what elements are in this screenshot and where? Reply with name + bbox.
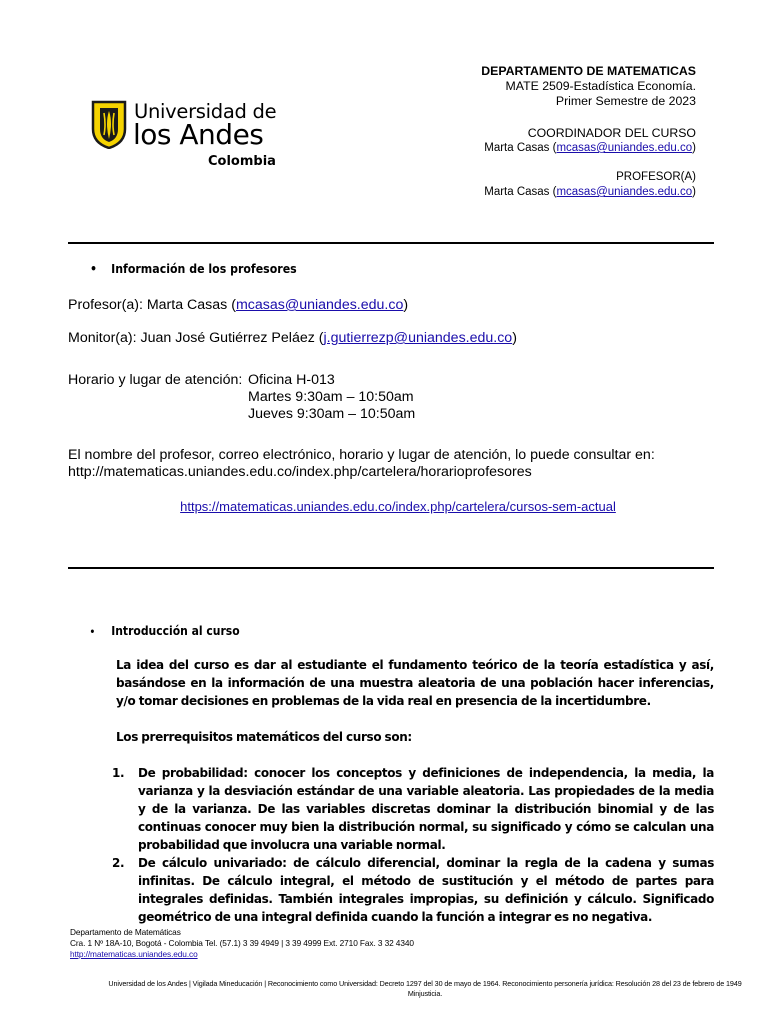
courses-link-row (68, 498, 728, 515)
professor-email-link[interactable]: mcasas@uniandes.edu.co (235, 297, 404, 313)
coordinator-email-link[interactable]: mcasas@uniandes.edu.co (556, 142, 693, 154)
list-item (68, 854, 714, 926)
coordinator-contact (481, 141, 696, 156)
bullet-icon: • (90, 261, 98, 276)
section-title-intro (68, 622, 649, 640)
logo-text-colombia: Colombia (208, 154, 276, 169)
footer-legal: Universidad de los Andes | Vigilada Mineducación | Reconocimiento como Universidad: Decreto 1297 del 30 de mayo de 1964. Reconocimiento personería jurídica: Resolución 28 del 23 de febrero de 1949 Minjusticia. (108, 979, 742, 998)
prereq-title: Los prerrequisitos matemáticos del curso son: (116, 730, 412, 744)
courses-current-semester-link[interactable]: https://matematicas.uniandes.edu.co/index.php/cartelera/cursos-sem-actual (180, 499, 616, 514)
university-logo (91, 99, 277, 174)
professor-label: PROFESOR(A) (616, 171, 696, 183)
prereq-list (68, 764, 714, 926)
professor-name: Marta Casas ( (484, 186, 557, 198)
close-paren: ) (692, 142, 696, 154)
section-course-intro (68, 622, 714, 926)
footer-contact: Cra. 1 Nº 18A-10, Bogotá - Colombia Tel. (57.1) 3 39 4949 | 3 39 4999 Ext. 2710 Fax. 3 32 4340 (70, 938, 414, 948)
office-hours-values (248, 372, 415, 423)
logo-text-los-andes: los Andes (133, 118, 264, 151)
department-name: DEPARTAMENTO DE MATEMATICAS (481, 64, 696, 78)
close-paren: ) (512, 330, 517, 346)
list-item (68, 764, 714, 854)
footer-department: Departamento de Matemáticas (70, 927, 181, 937)
bullet-icon: • (90, 624, 95, 638)
divider-top (68, 242, 714, 244)
professor-email-link[interactable]: mcasas@uniandes.edu.co (556, 186, 693, 198)
logo-text-universidad: Universidad de (134, 100, 277, 123)
professor-contact (481, 185, 696, 200)
divider-middle (68, 567, 714, 569)
close-paren: ) (692, 186, 696, 198)
section-title-text: Introducción al curso (111, 624, 240, 638)
list-number: 2. (112, 856, 125, 870)
professor-prefix: Profesor(a): Marta Casas ( (68, 297, 236, 313)
section-professors-info (68, 260, 728, 515)
office-location: Oficina H-013 (248, 372, 335, 388)
monitor-line (68, 330, 728, 347)
intro-paragraph: La idea del curso es dar al estudiante el fundamento teórico de la teoría estadística y así, basándose en la información de una muestra aleatoria de una población hacer inferencias, y/o tomar decisiones en problemas de la vida real en presencia de la incertidumbre. (116, 658, 714, 708)
list-item-text: De probabilidad: conocer los conceptos y definiciones de independencia, la media, la varianza y la desviación estándar de una variable aleatoria. Las propiedades de la media y de la varianza. De las variables discretas dominar la distribución binomial y de las continuas conocer muy bien la distribución normal, su significado y cómo se calculan una probabilidad que involucra una variable normal. (138, 766, 714, 852)
list-item-text: De cálculo univariado: de cálculo diferencial, dominar la regla de la cadena y sumas infinitas. De cálculo integral, el método de sustitución y el método de partes para integrales definidas. También integrales impropias, su definición y cálculo. Significado geométrico de una integral definida cuando la función a integrar es no negativa. (138, 856, 714, 924)
footer-website-link[interactable]: http://matematicas.uniandes.edu.co (70, 949, 198, 959)
footer-address (70, 927, 414, 960)
office-hours-label: Horario y lugar de atención: (68, 372, 243, 388)
consult-url: http://matematicas.uniandes.edu.co/index.php/cartelera/horarioprofesores (68, 464, 532, 480)
monitor-email-link[interactable]: j.gutierrezp@uniandes.edu.co (323, 330, 513, 346)
office-hours (68, 372, 728, 423)
office-hours-tuesday: Martes 9:30am – 10:50am (248, 389, 414, 405)
semester: Primer Semestre de 2023 (555, 94, 696, 108)
close-paren: ) (403, 297, 409, 313)
coordinator-label: COORDINADOR DEL CURSO (527, 126, 696, 140)
course-header (481, 64, 696, 200)
course-name: MATE 2509-Estadística Economía. (505, 79, 696, 93)
list-number: 1. (112, 766, 125, 780)
professor-line (68, 297, 728, 314)
section-title-professors (68, 260, 649, 277)
coordinator-name: Marta Casas ( (484, 142, 557, 154)
office-hours-thursday: Jueves 9:30am – 10:50am (248, 406, 416, 422)
monitor-prefix: Monitor(a): Juan José Gutiérrez Peláez ( (68, 330, 324, 346)
shield-logo-icon (91, 99, 127, 149)
consult-text: El nombre del profesor, correo electrónico, horario y lugar de atención, lo puede consultar en: (68, 447, 655, 463)
section-title-text: Información de los profesores (111, 261, 297, 276)
